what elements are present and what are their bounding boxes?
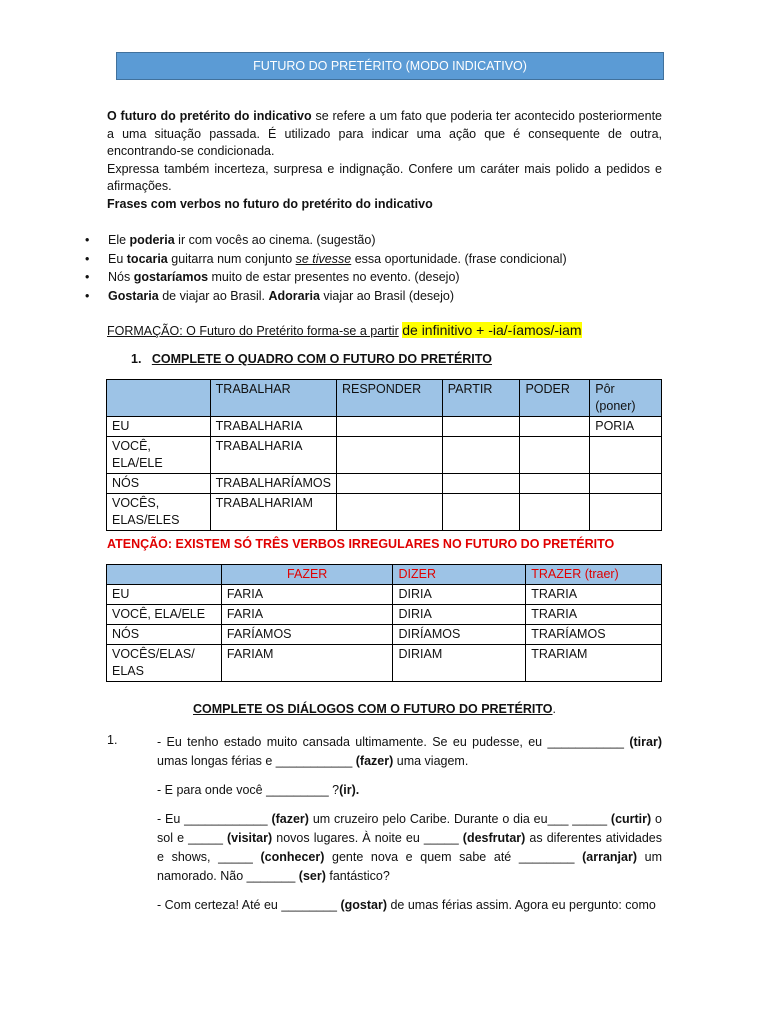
intro-paragraph-1 (107, 108, 662, 161)
list-item: • Eu tocaria guitarra num conjunto se tivesse essa oportunidade. (frase condicional) (83, 250, 683, 269)
table-row: NÓS TRABALHARÍAMOS (107, 474, 662, 494)
intro-text (107, 108, 662, 213)
formation-label: FORMAÇÃO: O Futuro do Pretérito forma-se a partir (107, 324, 399, 338)
table-row: EU TRABALHARIA PORIA (107, 417, 662, 437)
list-item: • Ele poderia ir com vocês ao cinema. (sugestão) (83, 231, 683, 250)
intro-paragraph-3 (107, 196, 662, 214)
section-1-heading: 1. COMPLETE O QUADRO COM O FUTURO DO PRETÉRITO (131, 352, 492, 366)
dialog-number: 1. (107, 733, 118, 747)
table-row: VOCÊS, ELAS/ELES TRABALHARIAM (107, 494, 662, 531)
dialog-line-2[interactable]: - E para onde você _________ ?(ir). (157, 783, 360, 797)
dialog-line-1[interactable]: - Eu tenho estado muito cansada ultimamente. Se eu pudesse, eu ___________ (tirar) umas longas férias e ___________ (fazer) uma viagem. (157, 735, 662, 768)
dialog-line-3[interactable]: - Eu ____________ (fazer) um cruzeiro pelo Caribe. Durante o dia eu___ _____ (curtir) o sol e _____ (visitar) novos lugares. À noite eu _____ (desfrutar) as diferentes atividades e shows, _____ (conhecer) gente nova e quem sabe até ________ (arranjar) um namorado. Não _______ (ser) fantástico? (157, 812, 662, 883)
intro-paragraph-2: Expressa também incerteza, surpresa e indignação. Confere um caráter mais polido a pedidos e afirmações. (107, 161, 662, 193)
section-2-heading: COMPLETE OS DIÁLOGOS COM O FUTURO DO PRETÉRITO. (193, 702, 556, 716)
table-row: VOCÊ, ELA/ELE FARIA DIRIA TRARIA (107, 605, 662, 625)
intro-definition: se refere a um fato que poderia ter acontecido posteriormente a uma situação passada. É utilizado para indicar uma ação que é consequente de outra, encontrando-se condicionada. (107, 109, 662, 158)
table-row: NÓS FARÍAMOS DIRÍAMOS TRARÍAMOS (107, 625, 662, 645)
conjugation-table (106, 379, 662, 531)
examples-heading: Frases com verbos no futuro do pretérito do indicativo (107, 196, 433, 211)
list-item: • Nós gostaríamos muito de estar presentes no evento. (desejo) (83, 268, 683, 287)
formation-highlight: de infinitivo + -ia/-íamos/-iam (402, 322, 582, 338)
intro-bold-term: O futuro do pretérito do indicativo (107, 109, 312, 123)
example-list (83, 231, 683, 305)
table-header-row: TRABALHAR RESPONDER PARTIR PODER Pôr (poner) (107, 380, 662, 417)
page-title: FUTURO DO PRETÉRITO (MODO INDICATIVO) (116, 52, 664, 80)
dialog-line-4[interactable]: - Com certeza! Até eu ________ (gostar) de umas férias assim. Agora eu pergunto: como (157, 898, 656, 912)
irregular-verbs-table (106, 564, 662, 682)
list-item: • Gostaria de viajar ao Brasil. Adoraria viajar ao Brasil (desejo) (83, 287, 683, 306)
irregular-verbs-notice: ATENÇÃO: EXISTEM SÓ TRÊS VERBOS IRREGULARES NO FUTURO DO PRETÉRITO (107, 537, 615, 551)
table-row: EU FARIA DIRIA TRARIA (107, 585, 662, 605)
table-row: VOCÊ, ELA/ELE TRABALHARIA (107, 437, 662, 474)
formation-rule (107, 320, 582, 341)
table-header-row: FAZER DIZER TRAZER (traer) (107, 565, 662, 585)
table-row: VOCÊS/ELAS/ ELAS FARIAM DIRIAM TRARIAM (107, 645, 662, 682)
dialog-exercise (157, 733, 662, 925)
